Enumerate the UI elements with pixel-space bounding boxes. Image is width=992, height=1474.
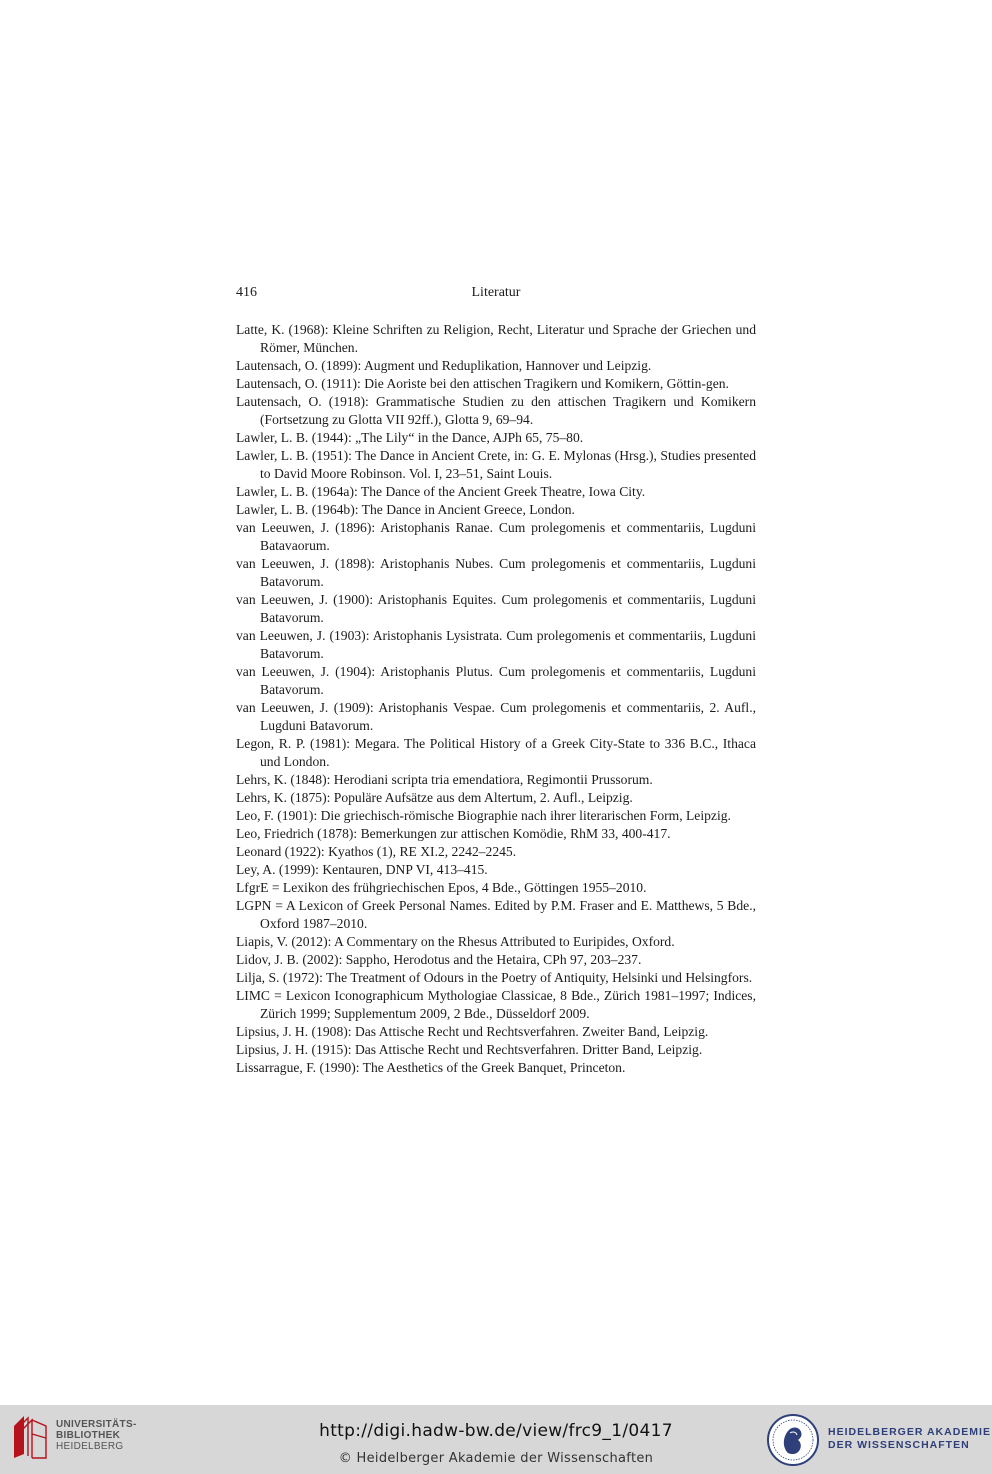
reference-entry: Lehrs, K. (1848): Herodiani scripta tria emendatiora, Regimontii Prussorum. [236,772,653,787]
reference-entry: Lilja, S. (1972): The Treatment of Odours in the Poetry of Antiquity, Helsinki und Helsingfors. [236,970,753,985]
reference-entry: Lissarrague, F. (1990): The Aesthetics of the Greek Banquet, Princeton. [236,1060,626,1075]
reference-entry: Latte, K. (1968): Kleine Schriften zu Religion, Recht, Literatur und Sprache der Griechen und Römer, München. [236,322,756,355]
reference-entry: van Leeuwen, J. (1904): Aristophanis Plutus. Cum prolegomenis et commentariis, Lugduni Batavorum. [236,664,756,697]
reference-entry: Leo, F. (1901): Die griechisch-römische Biographie nach ihrer literarischen Form, Leipzig. [236,808,731,823]
page-url[interactable]: http://digi.hadw-bw.de/view/frc9_1/0417 [319,1421,673,1441]
reference-entry: Leonard (1922): Kyathos (1), RE XI.2, 2242–2245. [236,844,517,859]
reference-entry: Lautensach, O. (1899): Augment und Reduplikation, Hannover und Leipzig. [236,358,652,373]
reference-entry: van Leeuwen, J. (1898): Aristophanis Nubes. Cum prolegomenis et commentariis, Lugduni Batavorum. [236,556,756,589]
reference-entry: LfgrE = Lexikon des frühgriechischen Epos, 4 Bde., Göttingen 1955–2010. [236,880,647,895]
reference-entry: Liapis, V. (2012): A Commentary on the Rhesus Attributed to Euripides, Oxford. [236,934,675,949]
academy-name [828,1426,991,1452]
reference-entry: Lautensach, O. (1918): Grammatische Studien zu den attischen Tragikern und Komikern (Fortsetzung zu Glotta VII 92ff.), Glotta 9, 69–94. [236,394,756,427]
reference-entry: van Leeuwen, J. (1900): Aristophanis Equites. Cum prolegomenis et commentariis, Lugduni Batavorum. [236,592,756,625]
running-title: Literatur [471,285,521,300]
reference-entry: Lautensach, O. (1911): Die Aoriste bei den attischen Tragikern und Komikern, Göttin-gen. [236,376,729,391]
reference-entry: Legon, R. P. (1981): Megara. The Political History of a Greek City-State to 336 B.C., Ithaca und London. [236,736,756,769]
reference-entry: Lidov, J. B. (2002): Sappho, Herodotus and the Hetaira, CPh 97, 203–237. [236,952,642,967]
reference-entry: Lipsius, J. H. (1908): Das Attische Recht und Rechtsverfahren. Zweiter Band, Leipzig. [236,1024,709,1039]
library-name-line: BIBLIOTHEK [56,1430,121,1441]
reference-entry: LGPN = A Lexicon of Greek Personal Names. Edited by P.M. Fraser and E. Matthews, 5 Bde., Oxford 1987–2010. [236,898,756,931]
library-name-line: HEIDELBERG [56,1441,124,1452]
bibliography-list [236,321,756,1077]
page-header [236,283,756,303]
page-number: 416 [236,285,257,300]
reference-entry: Lawler, L. B. (1944): „The Lily“ in the Dance, AJPh 65, 75–80. [236,430,584,445]
reference-entry: Lawler, L. B. (1964a): The Dance of the Ancient Greek Theatre, Iowa City. [236,484,646,499]
reference-entry: Lipsius, J. H. (1915): Das Attische Recht und Rechtsverfahren. Dritter Band, Leipzig. [236,1042,703,1057]
reference-entry: LIMC = Lexicon Iconographicum Mythologiae Classicae, 8 Bde., Zürich 1981–1997; Indices, Zürich 1999; Supplementum 2009, 2 Bde., Düsseldorf 2009. [236,988,756,1021]
library-name-line: UNIVERSITÄTS- [56,1419,137,1430]
academy-name-line: DER WISSENSCHAFTEN [828,1439,970,1451]
reference-entry: Leo, Friedrich (1878): Bemerkungen zur attischen Komödie, RhM 33, 400-417. [236,826,671,841]
viewer-footer [0,1405,992,1474]
reference-entry: Ley, A. (1999): Kentauren, DNP VI, 413–415. [236,862,488,877]
reference-entry: Lehrs, K. (1875): Populäre Aufsätze aus dem Altertum, 2. Aufl., Leipzig. [236,790,633,805]
academy-name-line: HEIDELBERGER AKADEMIE [828,1426,991,1438]
reference-entry: van Leeuwen, J. (1903): Aristophanis Lysistrata. Cum prolegomenis et commentariis, Lugduni Batavorum. [236,628,756,661]
academy-seal-icon [766,1413,820,1467]
reference-entry: Lawler, L. B. (1951): The Dance in Ancient Crete, in: G. E. Mylonas (Hrsg.), Studies presented to David Moore Robinson. Vol. I, 23–51, Saint Louis. [236,448,756,481]
reference-entry: van Leeuwen, J. (1896): Aristophanis Ranae. Cum prolegomenis et commentariis, Lugduni Batavaorum. [236,520,756,553]
reference-entry: van Leeuwen, J. (1909): Aristophanis Vespae. Cum prolegomenis et commentariis, 2. Aufl., Lugduni Batavorum. [236,700,756,733]
reference-entry: Lawler, L. B. (1964b): The Dance in Ancient Greece, London. [236,502,575,517]
copyright-notice: © Heidelberger Akademie der Wissenschaften [338,1451,654,1466]
